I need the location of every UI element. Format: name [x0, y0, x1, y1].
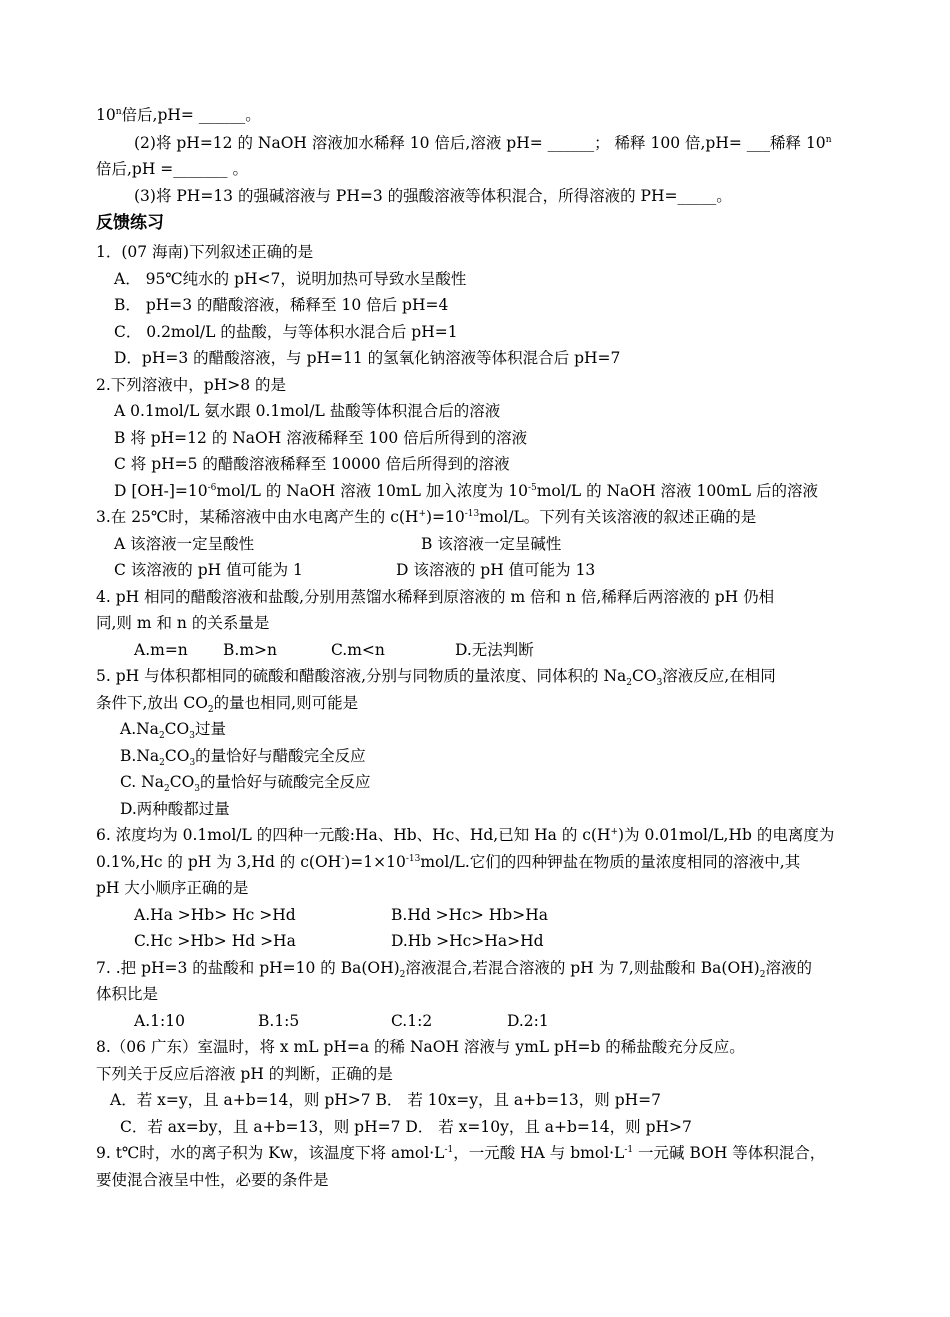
q6-stem-3: pH 大小顺序正确的是: [96, 879, 249, 897]
q7-stem-1: 7. .把 pH=3 的盐酸和 pH=10 的 $Ba(OH)_2$溶液混合,若混合溶液的 pH 为 7,则盐酸和 $Ba(OH)_2$溶液的: [96, 959, 812, 981]
q6-stem-2: 0.1%,Hc 的 pH 为 3,Hd 的 $c(OH^-)=1\times 10^{-13}mol/L$.它们的四种钾盐在物质的量浓度相同的溶液中,其: [96, 853, 801, 871]
section-title: 反馈练习: [96, 213, 164, 233]
q8-options-ab: A．若 x=y，且 a+b=14，则 pH>7 B． 若 10x=y，且 a+b=13，则 pH=7: [110, 1091, 661, 1109]
q2-stem: 2.下列溶液中，pH>8 的是: [96, 376, 287, 394]
q7-option-c: C.1:2: [391, 1012, 433, 1030]
q5-stem-1: 5. pH 与体积都相同的硫酸和醋酸溶液,分别与同物质的量浓度、同体积的 $Na_2CO_3$溶液反应,在相同: [96, 667, 776, 689]
q6-stem-1: 6. 浓度均为 0.1mol/L 的四种一元酸:Ha、Hb、Hc、Hd,已知 Ha 的 c(H+)为 0.01mol/L,Hb 的电离度为: [96, 826, 835, 844]
q5-option-d: D.两种酸都过量: [120, 800, 230, 818]
q7-stem-2: 体积比是: [96, 985, 159, 1003]
q2-option-b: B 将 pH=12 的 NaOH 溶液稀释至 100 倍后所得到的溶液: [114, 429, 528, 447]
q7-option-b: B.1:5: [258, 1012, 300, 1030]
q3-option-b: B 该溶液一定呈碱性: [421, 535, 562, 553]
intro-item-2: (2)将 pH=12 的 NaOH 溶液加水稀释 10 倍后,溶液 pH= ______； 稀释 100 倍,pH= ___稀释 10$^n$: [134, 134, 832, 152]
q6-option-c: C.Hc >Hb> Hd >Ha: [134, 932, 296, 950]
intro-item-3: (3)将 PH=13 的强碱溶液与 PH=3 的强酸溶液等体积混合，所得溶液的 PH=_____。: [134, 187, 732, 205]
q4-option-a: A.m=n: [134, 641, 188, 659]
q1-stem: 1．(07 海南)下列叙述正确的是: [96, 243, 314, 261]
q6-option-b: B.Hd >Hc> Hb>Ha: [391, 906, 548, 924]
q4-option-d: D.无法判断: [455, 641, 534, 659]
q8-options-cd: C．若 ax=by，且 a+b=13，则 pH=7 D． 若 x=10y，且 a+b=14，则 pH>7: [120, 1118, 692, 1136]
intro-item-2-cont: 倍后,pH =_______ 。: [96, 160, 248, 178]
q1-option-d: D．pH=3 的醋酸溶液，与 pH=11 的氢氧化钠溶液等体积混合后 pH=7: [114, 349, 621, 367]
q3-option-a: A 该溶液一定呈酸性: [114, 535, 255, 553]
q2-option-d: D $[OH-]=10^{-6}mol/L$ 的 NaOH 溶液 10mL 加入浓度为 $10^{-5}mol/L$ 的 NaOH 溶液 100mL 后的溶液: [114, 482, 818, 500]
q4-stem-2: 同,则 m 和 n 的关系量是: [96, 614, 270, 632]
q5-option-c: C. $Na_2CO_3$的量恰好与硫酸完全反应: [120, 773, 371, 795]
q6-option-a: A.Ha >Hb> Hc >Hd: [134, 906, 296, 924]
q5-option-a: $A.Na_2CO_3$过量: [120, 720, 226, 742]
q3-option-d: D 该溶液的 pH 值可能为 13: [396, 561, 596, 579]
q2-option-a: A 0.1mol/L 氨水跟 0.1mol/L 盐酸等体积混合后的溶液: [114, 402, 501, 420]
q4-option-b: B.m>n: [223, 641, 277, 659]
q1-option-a: A． 95℃纯水的 pH<7，说明加热可导致水呈酸性: [114, 270, 467, 288]
q9-stem-2: 要使混合液呈中性，必要的条件是: [96, 1171, 329, 1189]
q6-option-d: D.Hb >Hc>Ha>Hd: [391, 932, 544, 950]
q2-option-c: C 将 pH=5 的醋酸溶液稀释至 10000 倍后所得到的溶液: [114, 455, 510, 473]
q8-stem-1: 8.（06 广东）室温时，将 x mL pH=a 的稀 NaOH 溶液与 ymL pH=b 的稀盐酸充分反应。: [96, 1038, 745, 1056]
q7-option-d: D.2:1: [507, 1012, 549, 1030]
q4-option-c: C.m<n: [331, 641, 385, 659]
q3-option-c: C 该溶液的 pH 值可能为 1: [114, 561, 303, 579]
q3-stem: 3.在 25℃时，某稀溶液中由水电离产生的 $c(H^+)=10^{-13}mol/L$。下列有关该溶液的叙述正确的是: [96, 508, 757, 526]
q5-option-b: $B.Na_2CO_3$的量恰好与醋酸完全反应: [120, 747, 366, 769]
q1-option-c: C． 0.2mol/L 的盐酸，与等体积水混合后 pH=1: [114, 323, 458, 341]
q4-stem-1: 4. pH 相同的醋酸溶液和盐酸,分别用蒸馏水稀释到原溶液的 m 倍和 n 倍,稀释后两溶液的 pH 仍相: [96, 588, 775, 606]
q5-stem-2: 条件下,放出 $CO_2$的量也相同,则可能是: [96, 694, 359, 716]
q7-option-a: A.1:10: [134, 1012, 185, 1030]
q8-stem-2: 下列关于反应后溶液 pH 的判断，正确的是: [96, 1065, 393, 1083]
q9-stem-1: 9. t℃时，水的离子积为 Kw，该温度下将 $amol\cdot L^{-1}$，一元酸 HA 与 $bmol\cdot L^{-1}$ 一元碱 BOH 等体积混合，: [96, 1144, 826, 1162]
q1-option-b: B． pH=3 的醋酸溶液，稀释至 10 倍后 pH=4: [114, 296, 449, 314]
intro-line-1: 10$^n$倍后,pH= ______。: [96, 106, 261, 124]
